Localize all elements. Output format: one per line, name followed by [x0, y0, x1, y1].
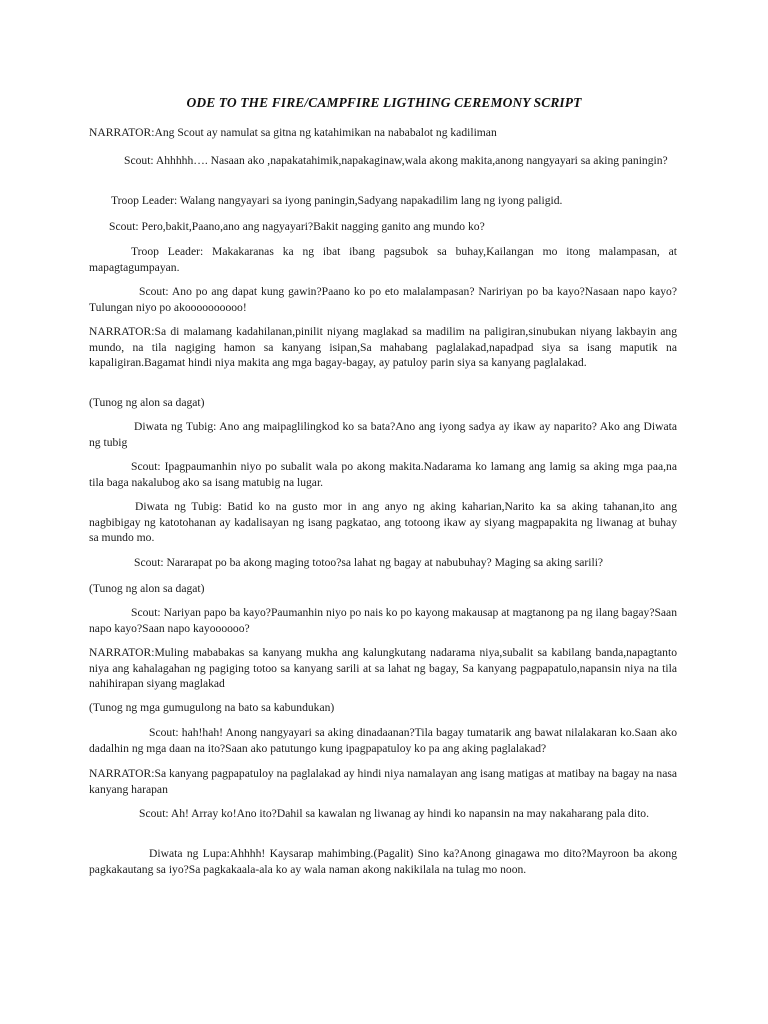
scout-line-6: Scout: Nariyan papo ba kayo?Paumanhin niyo po nais ko po kayong makausap at magtanong pa ng ilang bagay?Saan napo kayo?Saan napo kayoooooo?: [89, 606, 677, 635]
scout-line-8: Scout: Ah! Array ko!Ano ito?Dahil sa kawalan ng liwanag ay hindi ko napansin na may nakaharang pala dito.: [139, 807, 649, 820]
diwata-tubig-line-2: Diwata ng Tubig: Batid ko na gusto mor in ang anyo ng aking kaharian,Narito ka sa aking tahanan,ito ang nagbibigay ng katotohanan ay kadalisayan ng isang pagkatao, ang totoong ikaw ay siyang magpapakita ng liwanag at buhay sa mundo mo.: [89, 500, 677, 544]
narrator-intro: NARRATOR:Ang Scout ay namulat sa gitna ng katahimikan na nababalot ng kadiliman: [89, 126, 497, 139]
scout-line-3: Scout: Ano po ang dapat kung gawin?Paano ko po eto malalampasan? Naririyan po ba kayo?Nasaan napo kayo?Tulungan niyo po akoooooooooo!: [89, 285, 677, 314]
sound-cue-2: (Tunog ng alon sa dagat): [89, 582, 205, 595]
scout-line-7: Scout: hah!hah! Anong nangyayari sa aking dinadaanan?Tila bagay tumatarik ang bawat nilalakaran ko.Saan ako dadalhin ng mga daan na ito?Saan ako patutungo kung ipagpapatuloy ko pa ang aking paglalakad?: [89, 726, 677, 755]
diwata-lupa-line-1: Diwata ng Lupa:Ahhhh! Kaysarap mahimbing.(Pagalit) Sino ka?Anong ginagawa mo dito?Mayroon ba akong pagkakautang sa iyo?Sa pagkakaala-ala ko ay wala naman akong nakikilala na tulag mo noon.: [89, 847, 677, 876]
scout-line-5: Scout: Nararapat po ba akong maging totoo?sa lahat ng bagay at nabubuhay? Maging sa aking sarili?: [134, 556, 604, 569]
scout-line-2: Scout: Pero,bakit,Paano,ano ang nagyayari?Bakit nagging ganito ang mundo ko?: [109, 220, 485, 233]
scout-line-4: Scout: Ipagpaumanhin niyo po subalit wala po akong makita.Nadarama ko lamang ang lamig sa aking mga paa,na tila baga nakalubog ako sa isang matubig na lugar.: [89, 460, 677, 489]
narrator-line-3: NARRATOR:Muling mababakas sa kanyang mukha ang kalungkutang nadarama niya,subalit sa kabilang banda,napagtanto niya ang kahalagahan ng pagiging totoo sa kanyang sarili at sa lahat ng bagay, Sa kanyang pagpapatulo,napansin niya na tila nahihirapan siyang maglakad: [89, 646, 677, 690]
scout-line-1: Scout: Ahhhhh…. Nasaan ako ,napakatahimik,napakaginaw,wala akong makita,anong nangyayari sa aking paningin?: [124, 154, 668, 167]
sound-cue-3: (Tunog ng mga gumugulong na bato sa kabundukan): [89, 701, 335, 714]
diwata-tubig-line-1: Diwata ng Tubig: Ano ang maipaglilingkod ko sa bata?Ano ang iyong sadya ay ikaw ay naparito? Ako ang Diwata ng tubig: [89, 420, 677, 449]
troop-leader-line-1: Troop Leader: Walang nangyayari sa iyong paningin,Sadyang napakadilim lang ng iyong paligid.: [111, 194, 563, 207]
narrator-line-2: NARRATOR:Sa di malamang kadahilanan,pinilit niyang maglakad sa madilim na paligiran,sinubukan niyang lakbayin ang mundo, na tila nagiging hamon sa kanyang isipan,Sa mahabang paglalakad,napadpad siya sa isang maputik na kapaligiran.Bagamat hindi niya makita ang mga bagay-bagay, ay patuloy parin siya sa kanyang paglalakad.: [89, 325, 677, 369]
narrator-line-4: NARRATOR:Sa kanyang pagpapatuloy na paglalakad ay hindi niya namalayan ang isang matigas at matibay na bagay na nasa kanyang harapan: [89, 767, 677, 796]
sound-cue-1: (Tunog ng alon sa dagat): [89, 396, 205, 409]
document-title: ODE TO THE FIRE/CAMPFIRE LIGTHING CEREMONY SCRIPT: [186, 95, 582, 110]
troop-leader-line-2: Troop Leader: Makakaranas ka ng ibat ibang pagsubok sa buhay,Kailangan mo itong malampasan, at mapagtagumpayan.: [89, 245, 677, 274]
